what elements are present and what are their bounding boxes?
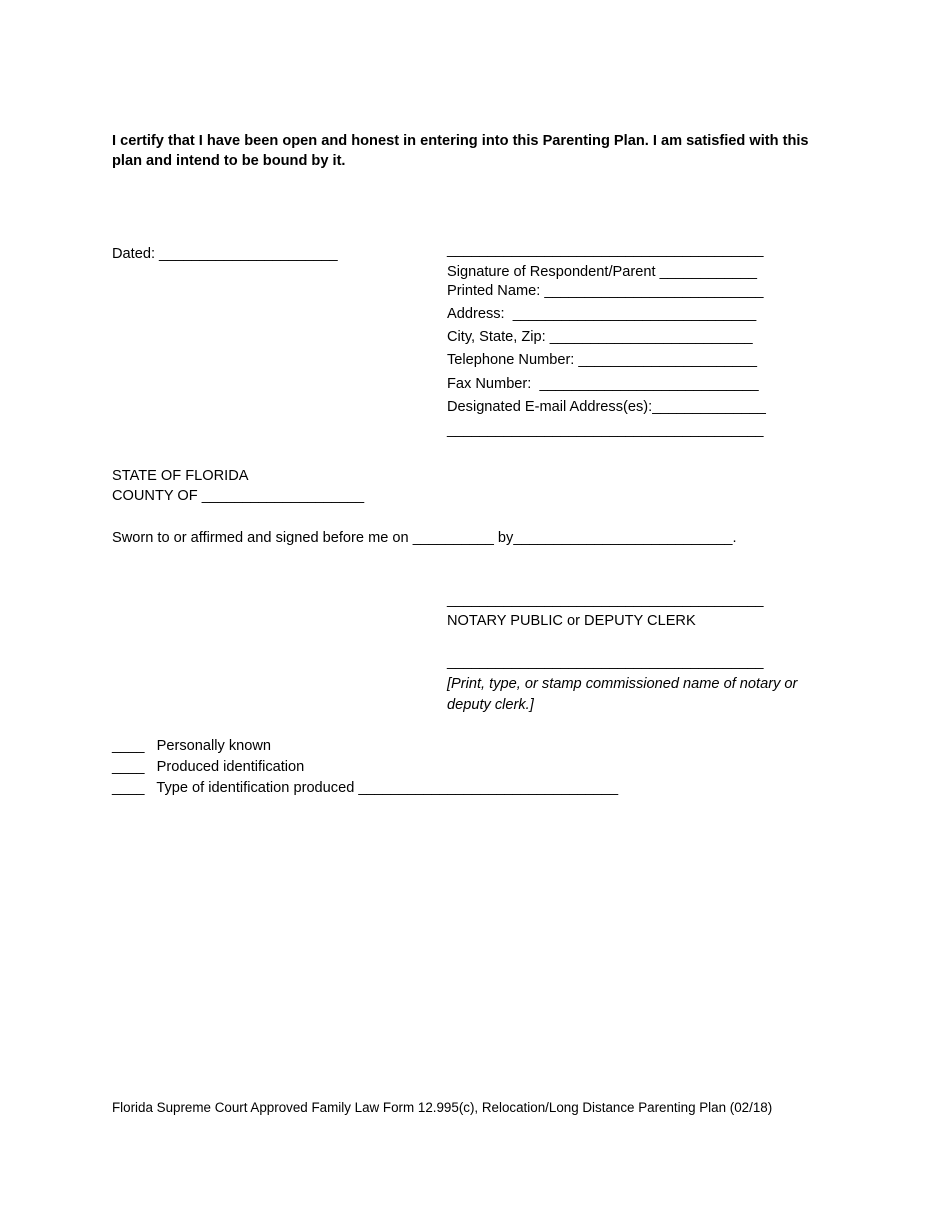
personally-known-option[interactable]: ____ Personally known (112, 738, 272, 754)
notary-name-instruction: [Print, type, or stamp commissioned name of notary or (447, 676, 798, 692)
signature-label: Signature of Respondent/Parent ____________ (447, 264, 757, 280)
city-state-zip-field[interactable]: City, State, Zip: _________________________ (447, 329, 753, 345)
produced-id-option[interactable]: ____ Produced identification (112, 759, 305, 775)
signature-line[interactable]: _______________________________________ (447, 242, 764, 258)
email-field[interactable]: Designated E-mail Address(es):______________ (447, 399, 766, 415)
email-continuation-line[interactable]: _______________________________________ (447, 422, 764, 438)
certification-statement: I certify that I have been open and honest in entering into this Parenting Plan. I am satisfied with this plan and intend to be bound by it. (112, 133, 809, 169)
notary-name-instruction-cont: deputy clerk.] (447, 697, 534, 713)
printed-name-field[interactable]: Printed Name: ___________________________ (447, 283, 764, 299)
fax-field[interactable]: Fax Number: ___________________________ (447, 376, 759, 392)
county-field[interactable]: COUNTY OF ____________________ (112, 488, 365, 504)
form-footer: Florida Supreme Court Approved Family Law Form 12.995(c), Relocation/Long Distance Parenting Plan (02/18) (112, 1100, 773, 1115)
telephone-field[interactable]: Telephone Number: ______________________ (447, 352, 757, 368)
dated-field[interactable]: Dated: ______________________ (112, 246, 338, 262)
notary-signature-line[interactable]: _______________________________________ (447, 592, 764, 608)
state-label: STATE OF FLORIDA (112, 468, 249, 484)
id-type-field[interactable]: ____ Type of identification produced ________________________________ (112, 780, 619, 796)
notary-label: NOTARY PUBLIC or DEPUTY CLERK (447, 613, 696, 629)
notary-name-line[interactable]: _______________________________________ (447, 654, 764, 670)
address-field[interactable]: Address: ______________________________ (447, 306, 757, 322)
sworn-statement[interactable]: Sworn to or affirmed and signed before me on __________ by___________________________. (112, 530, 737, 546)
